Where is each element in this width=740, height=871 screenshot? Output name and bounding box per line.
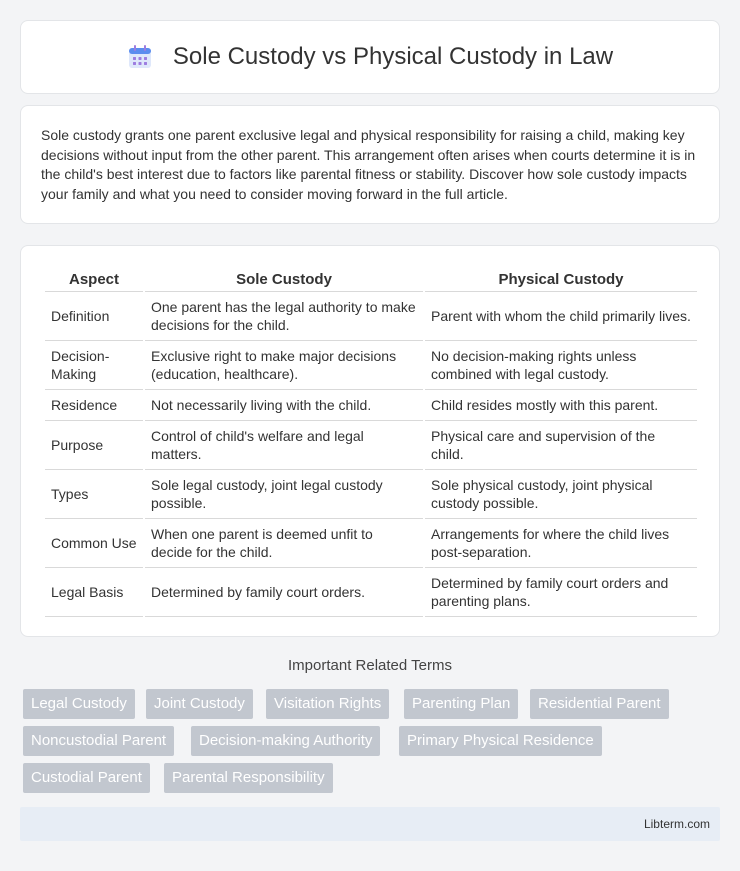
tag-legal-custody[interactable]: Legal Custody bbox=[23, 689, 135, 719]
tag-custodial-parent[interactable]: Custodial Parent bbox=[23, 763, 150, 793]
physical-custody-cell: Parent with whom the child primarily lives. bbox=[425, 292, 697, 341]
physical-custody-cell: Physical care and supervision of the child. bbox=[425, 421, 697, 470]
title-card bbox=[20, 20, 720, 94]
sole-custody-cell: Not necessarily living with the child. bbox=[145, 390, 423, 421]
table-row bbox=[45, 470, 697, 519]
tag-parenting-plan[interactable]: Parenting Plan bbox=[404, 689, 518, 719]
table-header-row bbox=[45, 266, 697, 292]
header-sole-custody: Sole Custody bbox=[145, 266, 423, 292]
footer-site-link[interactable]: Libterm.com bbox=[643, 817, 710, 831]
table-row bbox=[45, 292, 697, 341]
aspect-cell: Common Use bbox=[45, 519, 143, 568]
physical-custody-cell: Arrangements for where the child lives post-separation. bbox=[425, 519, 697, 568]
physical-custody-cell: Determined by family court orders and parenting plans. bbox=[425, 568, 697, 617]
table-row bbox=[45, 390, 697, 421]
sole-custody-cell: One parent has the legal authority to make decisions for the child. bbox=[145, 292, 423, 341]
tag-decision-making-authority[interactable]: Decision-making Authority bbox=[191, 726, 380, 756]
aspect-cell: Decision-Making bbox=[45, 341, 143, 390]
related-terms-title: Important Related Terms bbox=[288, 657, 452, 674]
aspect-cell: Residence bbox=[45, 390, 143, 421]
table-row bbox=[45, 568, 697, 617]
table-row bbox=[45, 421, 697, 470]
sole-custody-cell: Sole legal custody, joint legal custody possible. bbox=[145, 470, 423, 519]
aspect-cell: Purpose bbox=[45, 421, 143, 470]
intro-text: Sole custody grants one parent exclusive legal and physical responsibility for raising a child, making key decisions without input from the other parent. This arrangement often arises when courts determine it is in the child's best interest due to factors like parental fitness or stability. Discover how sole custody impacts your family and what you need to consider moving forward in the full article. bbox=[41, 127, 696, 202]
aspect-cell: Types bbox=[45, 470, 143, 519]
table-row bbox=[45, 519, 697, 568]
tag-noncustodial-parent[interactable]: Noncustodial Parent bbox=[23, 726, 174, 756]
sole-custody-cell: Determined by family court orders. bbox=[145, 568, 423, 617]
physical-custody-cell: No decision-making rights unless combined with legal custody. bbox=[425, 341, 697, 390]
tag-parental-responsibility[interactable]: Parental Responsibility bbox=[164, 763, 333, 793]
footer bbox=[20, 807, 720, 841]
table-row bbox=[45, 341, 697, 390]
sole-custody-cell: When one parent is deemed unfit to decide for the child. bbox=[145, 519, 423, 568]
physical-custody-cell: Child resides mostly with this parent. bbox=[425, 390, 697, 421]
physical-custody-cell: Sole physical custody, joint physical custody possible. bbox=[425, 470, 697, 519]
page-title: Sole Custody vs Physical Custody in Law bbox=[172, 43, 614, 70]
aspect-cell: Legal Basis bbox=[45, 568, 143, 617]
aspect-cell: Definition bbox=[45, 292, 143, 341]
tag-visitation-rights[interactable]: Visitation Rights bbox=[266, 689, 389, 719]
sole-custody-cell: Exclusive right to make major decisions (education, healthcare). bbox=[145, 341, 423, 390]
header-physical-custody: Physical Custody bbox=[425, 266, 697, 292]
tag-joint-custody[interactable]: Joint Custody bbox=[146, 689, 253, 719]
tag-primary-physical-residence[interactable]: Primary Physical Residence bbox=[399, 726, 602, 756]
comparison-table bbox=[43, 266, 699, 617]
tag-residential-parent[interactable]: Residential Parent bbox=[530, 689, 669, 719]
intro-card bbox=[20, 105, 720, 224]
calendar-icon bbox=[127, 44, 153, 70]
comparison-card bbox=[20, 245, 720, 637]
sole-custody-cell: Control of child's welfare and legal matters. bbox=[145, 421, 423, 470]
header-aspect: Aspect bbox=[45, 266, 143, 292]
